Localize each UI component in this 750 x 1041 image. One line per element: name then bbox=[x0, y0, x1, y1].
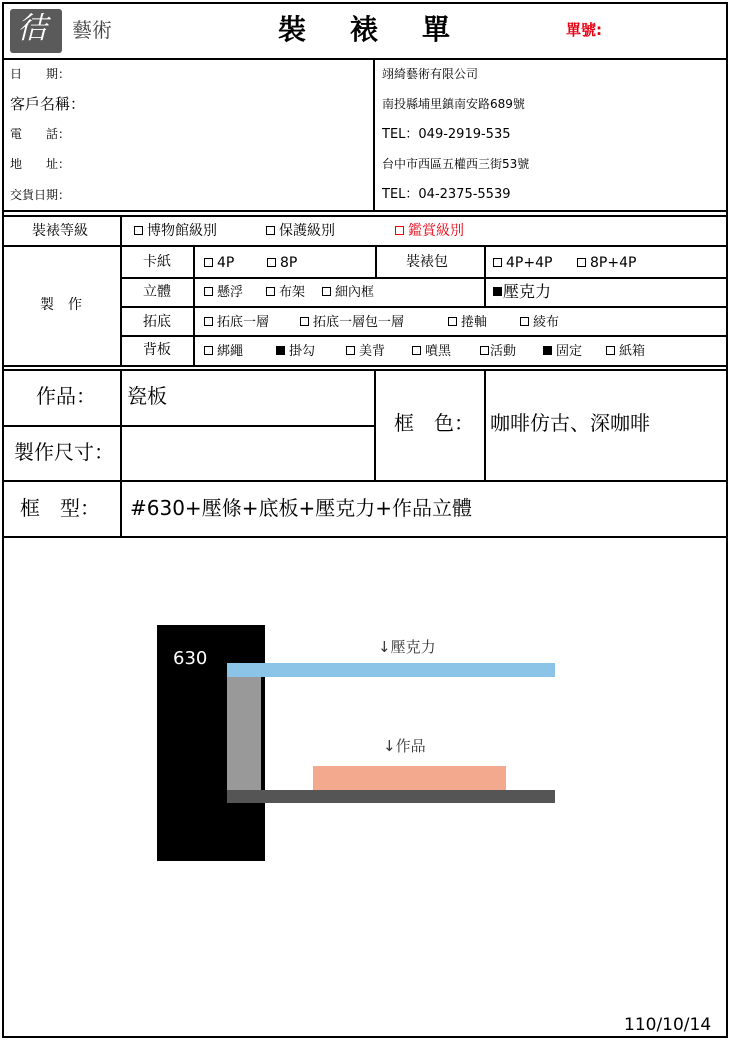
checkbox-icon[interactable] bbox=[134, 226, 143, 235]
back-option-rope[interactable]: 綁繩 bbox=[204, 345, 243, 358]
checkbox-icon[interactable] bbox=[520, 317, 529, 326]
size-label: 製作尺寸： bbox=[14, 440, 114, 464]
checkbox-checked-icon[interactable] bbox=[493, 287, 502, 296]
page-title: 裝 裱 單 bbox=[278, 13, 459, 46]
checkbox-icon[interactable] bbox=[606, 346, 615, 355]
card-option-8p[interactable]: 8P bbox=[267, 256, 297, 270]
acrylic-annotation: ↓壓克力 bbox=[378, 638, 436, 656]
production-label: 製 作 bbox=[40, 297, 82, 313]
company-address-2: 台中市西區五權西三街53號 bbox=[382, 157, 530, 171]
work-label: 作品： bbox=[36, 384, 96, 408]
checkbox-icon[interactable] bbox=[204, 317, 213, 326]
checkbox-icon[interactable] bbox=[346, 346, 355, 355]
acrylic-option[interactable]: 壓克力 bbox=[493, 284, 551, 300]
solid-option-float[interactable]: 懸浮 bbox=[204, 286, 243, 299]
grade-option-protect[interactable]: 保護級別 bbox=[266, 224, 335, 238]
checkbox-icon[interactable] bbox=[493, 258, 502, 267]
checkbox-icon[interactable] bbox=[266, 226, 275, 235]
grade-label: 裝裱等級 bbox=[32, 223, 88, 239]
base-option-2[interactable]: 拓底一層包一層 bbox=[300, 316, 404, 329]
checkbox-icon[interactable] bbox=[266, 287, 275, 296]
delivery-date-label: 交貨日期： bbox=[10, 188, 71, 202]
address-label: 地 址： bbox=[10, 157, 71, 171]
company-name: 翊綺藝術有限公司 bbox=[382, 67, 479, 81]
artwork-layer bbox=[313, 766, 506, 790]
back-option-fixed[interactable]: 固定 bbox=[543, 345, 582, 358]
pack-option-4p4p[interactable]: 4P+4P bbox=[493, 256, 552, 270]
checkbox-checked-icon[interactable] bbox=[276, 346, 285, 355]
checkbox-icon[interactable] bbox=[204, 287, 213, 296]
checkbox-icon[interactable] bbox=[448, 317, 457, 326]
pack-label: 裝裱包 bbox=[406, 254, 448, 270]
checkbox-icon[interactable] bbox=[577, 258, 586, 267]
checkbox-icon[interactable] bbox=[204, 346, 213, 355]
grade-option-appreciation[interactable]: 鑑賞級別 bbox=[395, 224, 464, 238]
back-label: 背板 bbox=[143, 342, 171, 358]
frame-color-value: 咖啡仿古、深咖啡 bbox=[490, 411, 650, 435]
frame-color-label: 框 色： bbox=[394, 411, 474, 435]
card-option-4p[interactable]: 4P bbox=[204, 256, 234, 270]
checkbox-icon[interactable] bbox=[480, 346, 489, 355]
checkbox-icon[interactable] bbox=[412, 346, 421, 355]
solid-label: 立體 bbox=[143, 284, 171, 300]
checkbox-icon[interactable] bbox=[204, 258, 213, 267]
frame-type-value: #630+壓條+底板+壓克力+作品立體 bbox=[130, 496, 472, 520]
grade-option-museum[interactable]: 博物館級別 bbox=[134, 224, 217, 238]
checkbox-icon[interactable] bbox=[267, 258, 276, 267]
logo-text: 藝術 bbox=[72, 18, 112, 42]
base-option-silk[interactable]: 綾布 bbox=[520, 316, 559, 329]
backboard-layer bbox=[227, 790, 555, 803]
order-no-label: 單號: bbox=[566, 21, 602, 39]
footer-date: 110/10/14 bbox=[624, 1015, 712, 1035]
checkbox-icon[interactable] bbox=[322, 287, 331, 296]
checkbox-checked-icon[interactable] bbox=[543, 346, 552, 355]
phone-label: 電 話： bbox=[10, 127, 71, 141]
frame-code-label: 630 bbox=[173, 648, 208, 669]
spacer-layer bbox=[227, 677, 261, 790]
company-tel-1: TEL：049-2919-535 bbox=[382, 127, 511, 142]
date-label: 日 期： bbox=[10, 67, 71, 81]
checkbox-icon[interactable] bbox=[395, 226, 404, 235]
checkbox-icon[interactable] bbox=[300, 317, 309, 326]
pack-option-8p4p[interactable]: 8P+4P bbox=[577, 256, 636, 270]
base-option-scroll[interactable]: 捲軸 bbox=[448, 316, 487, 329]
acrylic-layer bbox=[227, 663, 555, 677]
company-tel-2: TEL：04-2375-5539 bbox=[382, 187, 511, 202]
back-option-black[interactable]: 噴黑 bbox=[412, 345, 451, 358]
solid-option-cloth-frame[interactable]: 布架 bbox=[266, 286, 305, 299]
logo-glyph: 㣟 bbox=[17, 11, 47, 46]
back-option-beauty[interactable]: 美背 bbox=[346, 345, 385, 358]
artwork-annotation: ↓作品 bbox=[383, 737, 426, 755]
company-address-1: 南投縣埔里鎮南安路689號 bbox=[382, 97, 525, 111]
work-value: 瓷板 bbox=[127, 384, 167, 408]
form-frame bbox=[2, 2, 728, 1038]
base-option-1[interactable]: 拓底一層 bbox=[204, 316, 269, 329]
card-label: 卡紙 bbox=[143, 254, 171, 270]
back-option-hook[interactable]: 掛勾 bbox=[276, 345, 315, 358]
frame-type-label: 框 型： bbox=[20, 496, 100, 520]
base-label: 拓底 bbox=[143, 314, 171, 330]
back-option-box[interactable]: 紙箱 bbox=[606, 345, 645, 358]
customer-name-label: 客戶名稱： bbox=[10, 95, 86, 113]
back-option-movable[interactable]: 活動 bbox=[480, 345, 516, 358]
solid-option-inner-frame[interactable]: 細內框 bbox=[322, 286, 374, 299]
